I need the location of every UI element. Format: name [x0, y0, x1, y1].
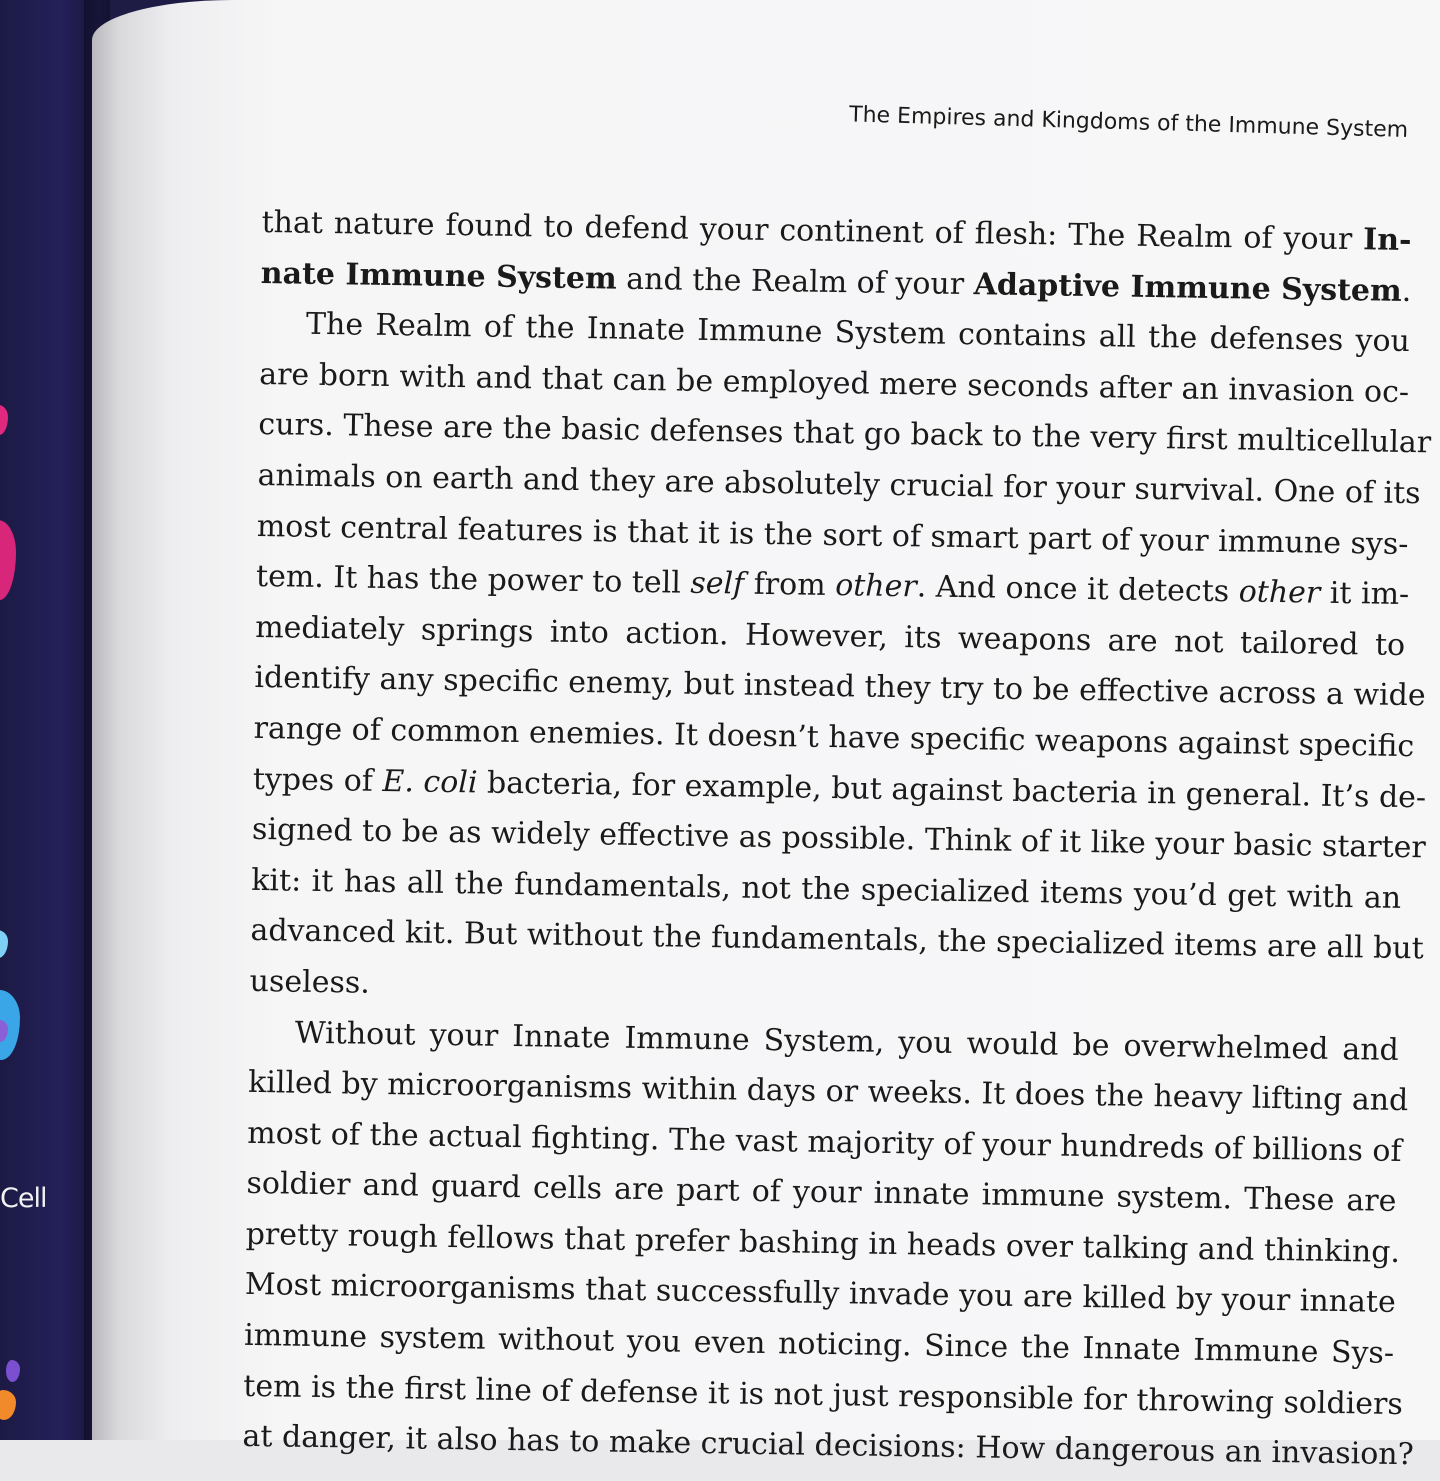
italic-term: other: [834, 568, 918, 605]
text-run: range of common enemies. It doesn’t have specific weapons against specific: [253, 710, 1415, 765]
text-run: .: [1401, 273, 1412, 309]
text-run: soldier and guard cells are part of your innate immune system. These are: [246, 1166, 1397, 1220]
text-run: Without your Innate Immune System, you would be overwhelmed and: [294, 1015, 1400, 1068]
text-run: kit: it has all the fundamentals, not the specialized items you’d get with an: [251, 862, 1402, 916]
text-run: at danger, it also has to make crucial decisions: How dangerous an invasion?: [242, 1419, 1414, 1473]
text-run: signed to be as widely effective as possible. Think of it like your basic starter: [251, 812, 1427, 866]
cover-decoration: [0, 1390, 16, 1420]
text-run: tem is the first line of defense it is not just responsible for throwing soldiers: [243, 1368, 1404, 1422]
text-run: pretty rough fellows that prefer bashing in heads over talking and thinking.: [245, 1216, 1401, 1270]
text-run: it im-: [1320, 575, 1410, 613]
text-run: bacteria, for example, but against bacteria in general. It’s de-: [477, 764, 1427, 815]
text-run: advanced kit. But without the fundamentals, the specialized items are all but: [250, 913, 1424, 967]
text-run: curs. These are the basic defenses that go back to the very first multicellular: [258, 407, 1432, 461]
text-run: Most microorganisms that successfully invade you are killed by your innate: [244, 1267, 1396, 1321]
italic-term: other: [1238, 574, 1321, 611]
text-run: types of: [252, 761, 383, 799]
running-head: The Empires and Kingdoms of the Immune System: [848, 102, 1409, 143]
text-run: most of the actual fighting. The vast majority of your hundreds of billions of: [247, 1115, 1402, 1169]
text-run: useless.: [249, 963, 371, 1001]
text-run: The Realm of the Innate Immune System contains all the defenses you: [305, 306, 1411, 360]
text-run: that nature found to defend your continent of flesh: The Realm of your: [261, 204, 1364, 258]
italic-term: self: [690, 565, 745, 602]
text-run: . And once it detects: [916, 569, 1240, 610]
text-run: animals on earth and they are absolutely crucial for your survival. One of its: [257, 457, 1421, 512]
cover-decoration: [0, 930, 8, 958]
text-run: identify any specific enemy, but instead they try to be effective across a wide: [254, 660, 1426, 714]
cover-decoration: [0, 405, 8, 435]
bold-term: In-: [1362, 222, 1412, 259]
body-text: [242, 198, 1432, 1473]
text-run: mediately springs into action. However, its weapons are not tailored to: [254, 609, 1406, 663]
italic-term: E. coli: [382, 763, 478, 800]
text-run: most central features is that it is the sort of smart part of your immune sys-: [256, 508, 1409, 562]
text-run: from: [743, 566, 836, 604]
text-run: are born with and that can be employed mere seconds after an invasion oc-: [258, 356, 1410, 410]
text-run: and the Realm of your: [616, 261, 974, 302]
text-run: killed by microorganisms within days or weeks. It does the heavy lifting and: [247, 1064, 1409, 1119]
cover-decoration: [6, 1360, 20, 1382]
cover-decoration: [0, 520, 16, 600]
text-run: immune system without you even noticing. Since the Innate Immune Sys-: [243, 1317, 1395, 1371]
bold-term: Adaptive Immune System: [973, 266, 1403, 309]
cover-text: Cell: [0, 1183, 47, 1214]
bold-term: nate Immune System: [260, 255, 618, 297]
text-run: tem. It has the power to tell: [255, 559, 691, 601]
